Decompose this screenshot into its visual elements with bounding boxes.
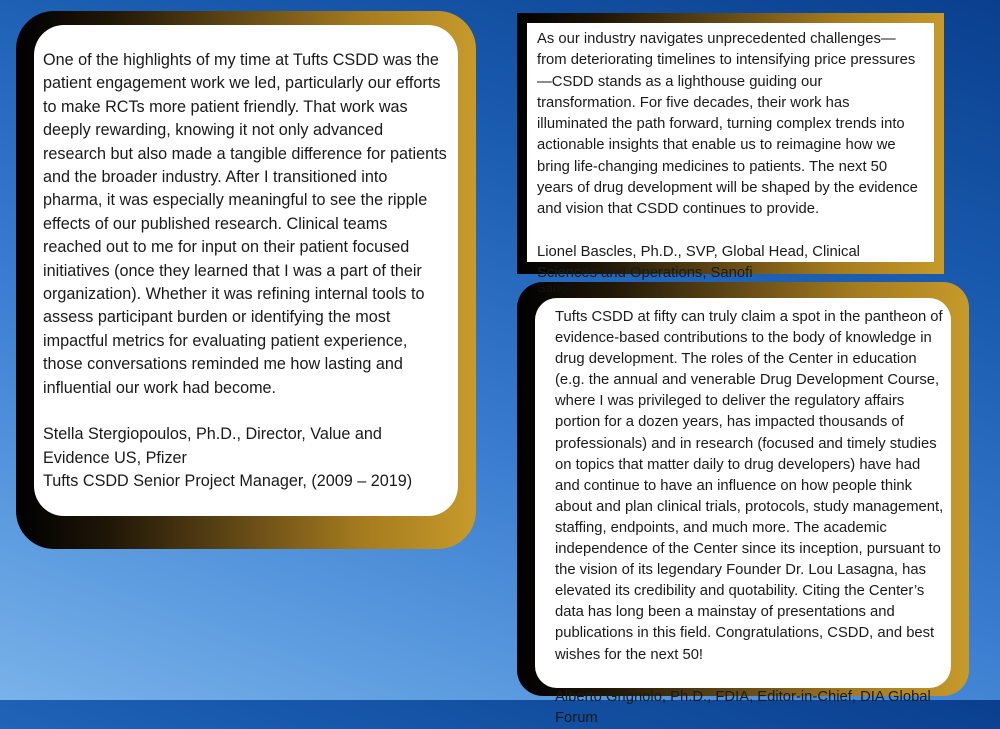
spacer bbox=[555, 666, 947, 687]
quote-attribution: Stella Stergiopoulos, Ph.D., Director, Value and Evidence US, Pfizer bbox=[43, 425, 382, 467]
overflow-label: Sanofi bbox=[537, 280, 574, 295]
spacer bbox=[43, 400, 448, 423]
quote-card-stergiopoulos bbox=[34, 25, 458, 516]
quote-attribution: Lionel Bascles, Ph.D., SVP, Global Head, Clinical Sciences and Operations, Sanofi bbox=[537, 243, 860, 282]
quote-text: As our industry navigates unprecedented challenges—from deteriorating timelines to intensifying price pressures—CSDD stands as a lighthouse guiding our transformation. For five decades, their work has illuminated the path forward, turning complex trends into actionable insights that enable us to reimagine how we bring life-changing medicines to patients. The next 50 years of drug development will be shaped by the evidence and vision that CSDD continues to provide. bbox=[537, 31, 918, 218]
quote-text: One of the highlights of my time at Tufts CSDD was the patient engagement work we led, particularly our efforts to make RCTs more patient friendly. That work was deeply rewarding, knowing it not only advanced research but also made a tangible difference for patients and the broader industry. After I transitioned into pharma, it was especially meaningful to see the ripple effects of our published research. Clinical teams reached out to me for input on their patient focused initiatives (once they learned that I was a part of their organization). Whether it was refining internal tools to assess participant burden or identifying the most impactful metrics for evaluating patient experience, those conversations reminded me how lasting and influential our work had become. bbox=[43, 51, 447, 397]
spacer bbox=[537, 221, 924, 242]
quote-text: Tufts CSDD at fifty can truly claim a spot in the pantheon of evidence-based contributions to the body of knowledge in drug development. The roles of the Center in education (e.g. the annual and venerable Drug Development Course, where I was privileged to deliver the regulatory affairs portion for a dozen years, has impacted thousands of professionals) and in research (focused and timely studies on topics that matter daily to drug developers) have had and continue to have an influence on how people think about and plan clinical trials, protocols, study management, staffing, endpoints, and much more. The academic independence of the Center since its inception, pursuant to the vision of its legendary Founder Dr. Lou Lasagna, has elevated its credibility and quotability. Citing the Center’s data has long been a mainstay of presentations and publications in this field. Congratulations, CSDD, and best wishes for the next 50! bbox=[555, 309, 944, 663]
quote-attribution: Alberto Grignolo, Ph.D., FDIA, Editor-in-Chief, DIA Global Forum bbox=[555, 688, 931, 726]
quote-card-bascles bbox=[527, 23, 934, 282]
quote-attribution-role: Tufts CSDD Senior Project Manager, (2009 – 2019) bbox=[43, 472, 413, 491]
quote-card-grignolo bbox=[535, 298, 951, 726]
